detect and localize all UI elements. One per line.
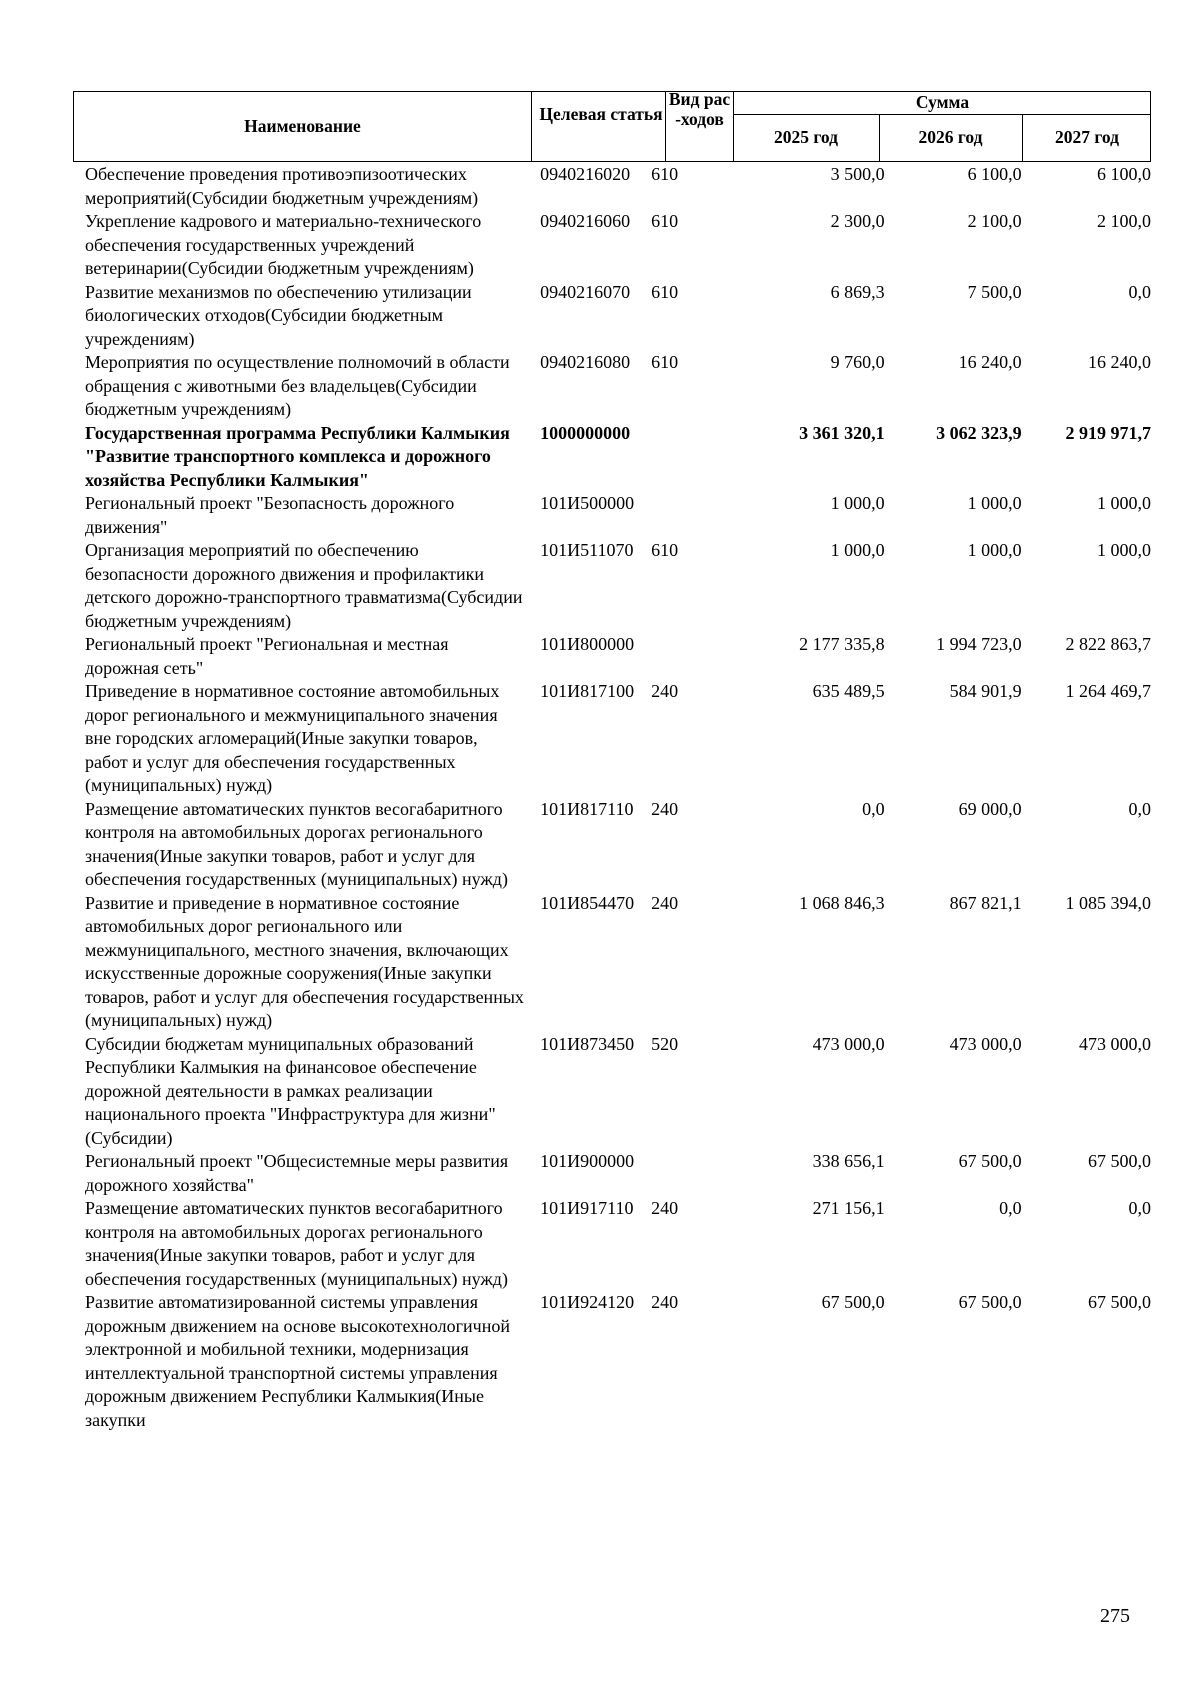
row-vid: 240 (651, 681, 679, 701)
page-number: 275 (1100, 1605, 1130, 1627)
row-name: Размещение автоматических пунктов весогабаритного контроля на автомобильных дорогах регионального значения(Иные закупки товаров, работ и услуг для обеспечения государственных (муниципальных) нужд) (85, 798, 508, 889)
row-vid (637, 422, 693, 493)
header-year-2026: 2026 год (918, 127, 983, 147)
row-vid: 240 (651, 892, 679, 913)
row-value-2025: 635 489,5 (812, 681, 885, 701)
row-name: Субсидии бюджетам муниципальных образований Республики Калмыкия на финансовое обеспечение дорожной деятельности в рамках реализации национального проекта "Инфраструктура для жизни"(Субсидии) (85, 1033, 496, 1148)
header-divider (733, 114, 1150, 115)
row-value-2027: 6 100,0 (1096, 164, 1151, 184)
table-body (73, 163, 1151, 1432)
row-value-2027: 473 000,0 (1078, 1033, 1151, 1054)
row-code: 101И924120 (540, 1292, 635, 1312)
row-value-2025: 3 361 320,1 (799, 422, 885, 443)
row-code: 101И817110 (540, 798, 634, 819)
row-code: 101И917110 (540, 1198, 634, 1218)
row-value-2026: 67 500,0 (958, 1292, 1022, 1312)
row-value-2025: 1 068 846,3 (799, 892, 885, 913)
table-row (73, 281, 1151, 352)
row-code: 0940216060 (540, 211, 631, 231)
table-row (73, 210, 1151, 281)
row-code: 101И900000 (540, 1151, 635, 1171)
row-name: Развитие механизмов по обеспечению утилизации биологических отходов(Субсидии бюджетным учреждениям) (85, 281, 472, 349)
row-name: Мероприятия по осуществление полномочий в области обращения с животными без владельцев(Субсидии бюджетным учреждениям) (85, 352, 510, 419)
row-vid: 610 (651, 352, 679, 372)
row-value-2026: 67 500,0 (958, 1151, 1022, 1171)
header-sum: Сумма (915, 92, 970, 112)
row-value-2027: 16 240,0 (1087, 352, 1151, 372)
row-vid: 610 (651, 164, 679, 184)
table-row (73, 798, 1151, 892)
table-row (73, 422, 1151, 493)
row-value-2025: 9 760,0 (830, 352, 885, 372)
row-value-2025: 1 000,0 (830, 493, 885, 513)
table-row (73, 1197, 1151, 1291)
row-value-2025: 1 000,0 (830, 540, 885, 560)
row-value-2026: 584 901,9 (949, 681, 1022, 701)
table-row (73, 351, 1151, 422)
row-value-2027: 0,0 (1128, 1198, 1151, 1218)
row-value-2026: 1 000,0 (967, 493, 1022, 513)
header-code: Целевая статья (539, 104, 663, 124)
row-value-2027: 2 100,0 (1096, 211, 1151, 231)
row-value-2026: 6 100,0 (967, 164, 1022, 184)
row-value-2026: 69 000,0 (958, 798, 1022, 819)
row-value-2026: 3 062 323,9 (936, 422, 1022, 443)
row-vid: 610 (651, 540, 679, 560)
row-value-2027: 0,0 (1128, 281, 1151, 302)
row-name: Развитие и приведение в нормативное состояние автомобильных дорог регионального или межмуниципального, местного значения, включающих искусственные дорожные сооружения(Иные закупки товаров, работ и услуг для обеспечения государственных (муниципальных) нужд) (85, 892, 524, 1030)
row-name: Приведение в нормативное состояние автомобильных дорог регионального и межмуниципального значения вне городских агломераций(Иные закупки товаров, работ и услуг для обеспечения государственных (муниципальных) нужд) (85, 681, 500, 795)
row-vid: 240 (651, 1292, 679, 1312)
header-divider (531, 92, 532, 161)
row-value-2026: 867 821,1 (949, 892, 1022, 913)
row-value-2027: 1 000,0 (1096, 493, 1151, 513)
row-code: 101И817100 (540, 681, 635, 701)
row-value-2026: 2 100,0 (967, 211, 1022, 231)
row-value-2027: 1 264 469,7 (1065, 681, 1151, 701)
row-value-2027: 67 500,0 (1087, 1151, 1151, 1171)
row-name: Укрепление кадрового и материально-технического обеспечения государственных учреждений ветеринарии(Субсидии бюджетным учреждениям) (85, 211, 482, 278)
row-value-2025: 2 300,0 (830, 211, 885, 231)
table-row (73, 1291, 1151, 1432)
row-value-2025: 3 500,0 (830, 164, 885, 184)
row-name: Обеспечение проведения противоэпизоотических мероприятий(Субсидии бюджетным учреждениям) (85, 164, 479, 208)
row-value-2026: 473 000,0 (949, 1033, 1022, 1054)
row-code: 1000000000 (540, 422, 631, 443)
row-value-2025: 6 869,3 (830, 281, 885, 302)
table-row (73, 1150, 1151, 1197)
row-vid (637, 633, 693, 680)
row-value-2025: 2 177 335,8 (799, 634, 885, 654)
table-row (73, 680, 1151, 798)
row-vid: 520 (651, 1033, 679, 1054)
row-name: Региональный проект "Общесистемные меры развития дорожного хозяйства" (85, 1151, 509, 1195)
row-code: 101И873450 (540, 1033, 635, 1054)
row-value-2025: 67 500,0 (821, 1292, 885, 1312)
row-value-2025: 338 656,1 (812, 1151, 885, 1171)
row-name: Государственная программа Республики Калмыкия "Развитие транспортного комплекса и дорожного хозяйства Республики Калмыкия" (85, 422, 510, 490)
header-name: Наименование (244, 116, 361, 136)
row-value-2026: 1 000,0 (967, 540, 1022, 560)
row-vid (637, 1150, 693, 1197)
table-row (73, 1033, 1151, 1151)
row-value-2026: 7 500,0 (967, 281, 1022, 302)
row-value-2027: 67 500,0 (1087, 1292, 1151, 1312)
row-value-2027: 2 919 971,7 (1065, 422, 1151, 443)
table-row (73, 892, 1151, 1033)
row-name: Развитие автоматизированной системы управления дорожным движением на основе высокотехнологичной электронной и мобильной техники, модернизация интеллектуальной транспортной системы управления дорожным движением Республики Калмыкия(Иные закупки (85, 1292, 510, 1430)
row-code: 0940216020 (540, 164, 631, 184)
row-code: 101И800000 (540, 634, 635, 654)
row-code: 101И500000 (540, 493, 635, 513)
row-value-2027: 1 085 394,0 (1065, 892, 1151, 913)
row-vid (637, 492, 693, 539)
row-value-2025: 0,0 (862, 798, 885, 819)
row-vid: 610 (651, 281, 679, 302)
header-year-2025: 2025 год (774, 127, 838, 147)
row-code: 0940216080 (540, 352, 631, 372)
table-row (73, 539, 1151, 633)
row-value-2025: 473 000,0 (812, 1033, 885, 1054)
row-code: 101И511070 (540, 540, 634, 560)
row-vid: 610 (651, 211, 679, 231)
row-code: 0940216070 (540, 281, 631, 302)
row-vid: 240 (651, 798, 679, 819)
table-row (73, 492, 1151, 539)
header-vid: Вид рас-ходов (668, 89, 731, 129)
row-value-2026: 0,0 (999, 1198, 1022, 1218)
row-name: Организация мероприятий по обеспечению безопасности дорожного движения и профилактики детского дорожно-транспортного травматизма(Субсидии бюджетным учреждениям) (85, 540, 523, 631)
row-value-2025: 271 156,1 (812, 1198, 885, 1218)
row-name: Региональный проект "Безопасность дорожного движения" (85, 493, 455, 537)
table-row (73, 163, 1151, 210)
row-value-2026: 1 994 723,0 (936, 634, 1022, 654)
row-value-2027: 1 000,0 (1096, 540, 1151, 560)
table-header (73, 91, 1151, 162)
row-name: Размещение автоматических пунктов весогабаритного контроля на автомобильных дорогах регионального значения(Иные закупки товаров, работ и услуг для обеспечения государственных (муниципальных) нужд) (85, 1198, 508, 1289)
table-row (73, 633, 1151, 680)
row-vid: 240 (651, 1198, 679, 1218)
row-code: 101И854470 (540, 892, 635, 913)
row-name: Региональный проект "Региональная и местная дорожная сеть" (85, 634, 449, 678)
row-value-2026: 16 240,0 (958, 352, 1022, 372)
row-value-2027: 2 822 863,7 (1065, 634, 1151, 654)
header-year-2027: 2027 год (1055, 127, 1119, 147)
row-value-2027: 0,0 (1128, 798, 1151, 819)
